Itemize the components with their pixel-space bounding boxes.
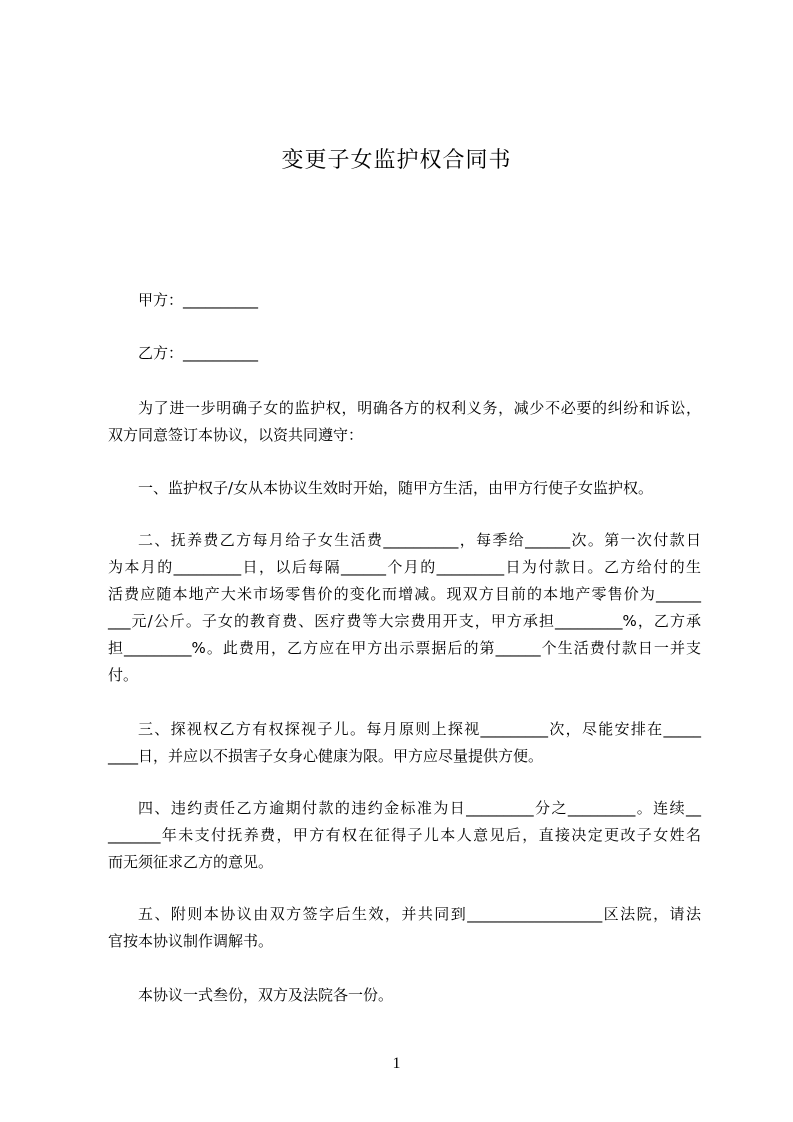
paragraph-line: 而无须征求乙方的意见。 — [108, 853, 274, 871]
paragraph-line: 官按本协议制作调解书。 — [108, 932, 274, 950]
paragraph — [108, 982, 701, 1009]
paragraph-line: 二、抚养费乙方每月给子女生活费__________，每季给______次。第一次付款日 — [138, 531, 701, 549]
party-b: 乙方：__________ — [138, 344, 259, 362]
paragraph-line: 活费应随本地产大米市场零售价的变化而增减。现双方目前的本地产零售价为______ — [108, 585, 701, 603]
paragraph-line: 本协议一式叁份，双方及法院各一份。 — [138, 986, 394, 1004]
paragraph-line: ___元/公斤。子女的教育费、医疗费等大宗费用开支，甲方承担_________%，乙方承 — [108, 612, 701, 630]
paragraph-line: 付。 — [108, 666, 139, 684]
paragraph — [108, 527, 701, 689]
paragraph — [108, 716, 701, 770]
page-number: 1 — [392, 1055, 401, 1072]
party-a-line — [108, 287, 701, 314]
paragraph-line: 一、监护权子/女从本协议生效时开始，随甲方生活，由甲方行使子女监护权。 — [138, 479, 654, 497]
paragraph-line: _______年未支付抚养费，甲方有权在征得子儿本人意见后，直接决定更改子女姓名 — [108, 826, 701, 844]
paragraph-line: 双方同意签订本协议，以资共同遵守： — [108, 426, 364, 444]
paragraph-line: 担_________%。此费用，乙方应在甲方出示票据后的第______个生活费付款日一并支 — [108, 639, 701, 657]
paragraph — [108, 901, 701, 955]
paragraph-line: 为了进一步明确子女的监护权，明确各方的权利义务，减少不必要的纠纷和诉讼， — [138, 399, 701, 417]
document-title: 变更子女监护权合同书 — [281, 148, 512, 173]
paragraph — [108, 475, 701, 502]
party-b-line — [108, 340, 701, 367]
paragraph-line: 为本月的_________日，以后每隔______个月的_________日为付款日。乙方给付的生 — [108, 558, 701, 576]
paragraph-line: 五、附则本协议由双方签字后生效，并共同到__________________区法院，请法 — [138, 905, 701, 923]
paragraph-line: ____日，并应以不损害子女身心健康为限。甲方应尽量提供方便。 — [108, 747, 544, 765]
paragraph — [108, 395, 701, 449]
party-a: 甲方：__________ — [138, 291, 259, 309]
paragraph-line: 三、探视权乙方有权探视子儿。每月原则上探视_________次，尽能安排在_____ — [138, 720, 701, 738]
paragraph-line: 四、违约责任乙方逾期付款的违约金标准为日_________分之_________。连续__ — [138, 799, 701, 817]
paragraph — [108, 795, 701, 876]
